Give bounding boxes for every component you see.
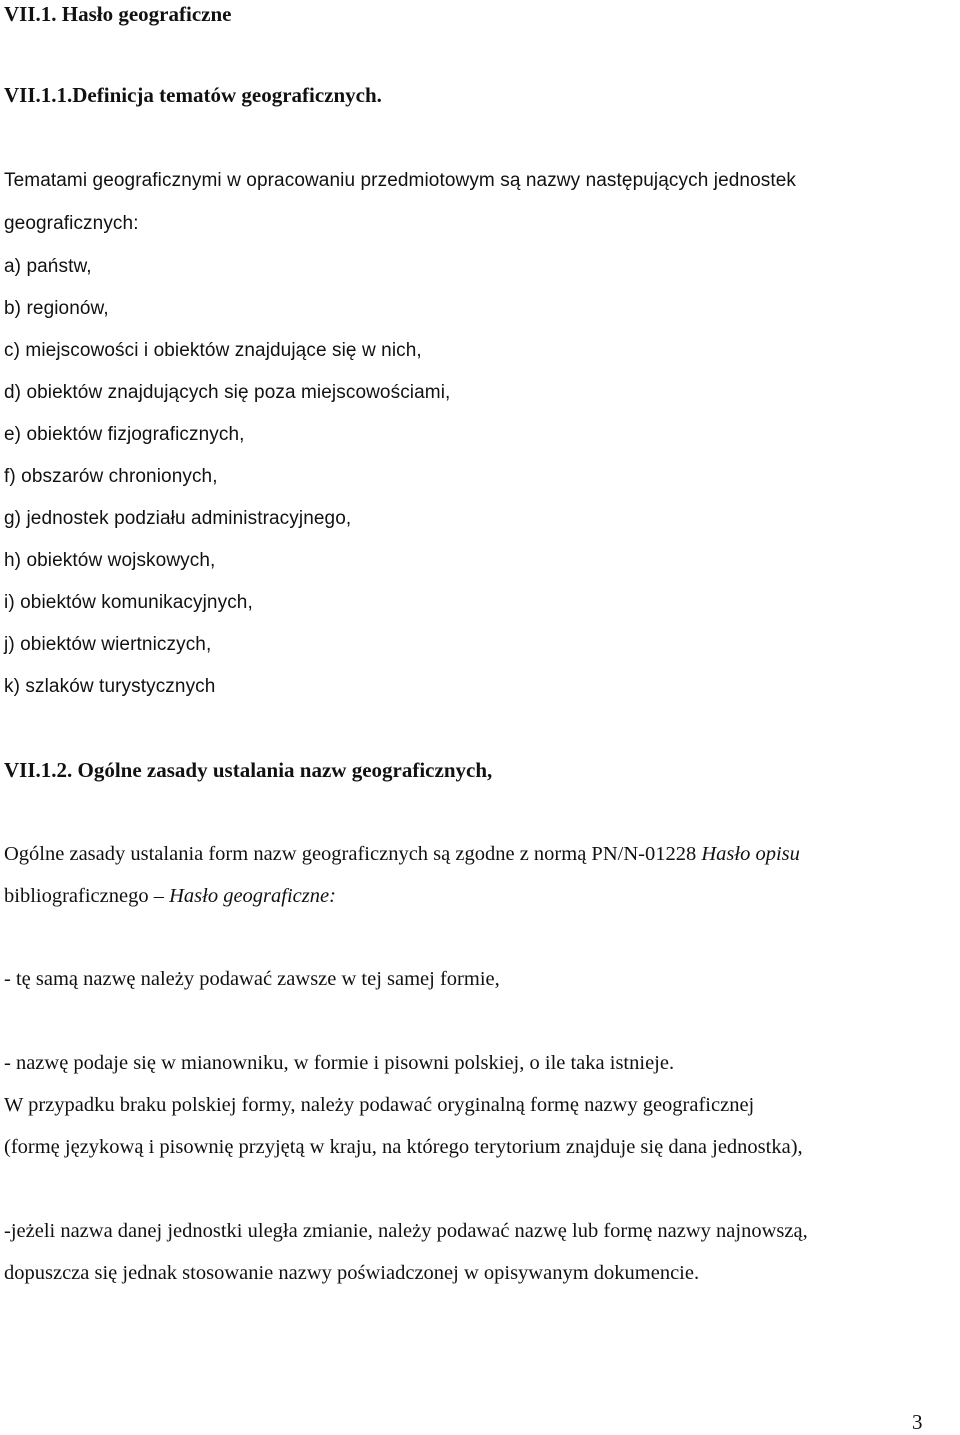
intro-line-1: Tematami geograficznymi w opracowaniu przedmiotowym są nazwy następujących jednostek	[4, 170, 796, 191]
page-number: 3	[912, 1410, 923, 1434]
intro-line-2: geograficznych:	[4, 213, 139, 234]
rules-line-1-italic: Hasło opisu	[701, 843, 800, 865]
rules-line-1-text: Ogólne zasady ustalania form nazw geograficznych są zgodne z normą PN/N-01228	[4, 843, 702, 865]
list-item: c) miejscowości i obiektów znajdujące się w nich,	[4, 340, 422, 361]
rule-bullet-2: - nazwę podaje się w mianowniku, w formie i pisowni polskiej, o ile taka istnieje.	[4, 1052, 675, 1074]
rules-line-2-text: bibliograficznego –	[4, 885, 170, 907]
list-item: i) obiektów komunikacyjnych,	[4, 592, 253, 613]
list-item: f) obszarów chronionych,	[4, 466, 218, 487]
list-item: e) obiektów fizjograficznych,	[4, 424, 245, 445]
rules-line-2	[4, 885, 336, 908]
list-item: g) jednostek podziału administracyjnego,	[4, 508, 352, 529]
list-item: k) szlaków turystycznych	[4, 676, 216, 697]
subsection-heading-definition: VII.1.1.Definicja tematów geograficznych.	[4, 83, 382, 107]
subsection-heading-rules: VII.1.2. Ogólne zasady ustalania nazw geograficznych,	[4, 758, 493, 782]
list-item: j) obiektów wiertniczych,	[4, 634, 212, 655]
rules-line-1	[4, 843, 800, 866]
list-item: d) obiektów znajdujących się poza miejscowościami,	[4, 382, 451, 403]
rule-bullet-1: - tę samą nazwę należy podawać zawsze w tej samej formie,	[4, 968, 500, 990]
rules-line-2-italic: Hasło geograficzne:	[169, 885, 336, 907]
paragraph-2-line-1: W przypadku braku polskiej formy, należy podawać oryginalną formę nazwy geograficznej	[4, 1094, 755, 1116]
list-item: a) państw,	[4, 256, 92, 277]
paragraph-3-line-1: -jeżeli nazwa danej jednostki uległa zmianie, należy podawać nazwę lub formę nazwy najnowszą,	[4, 1220, 808, 1242]
paragraph-2-line-2: (formę językową i pisownię przyjętą w kraju, na którego terytorium znajduje się dana jednostka),	[4, 1136, 803, 1158]
list-item: h) obiektów wojskowych,	[4, 550, 216, 571]
paragraph-3-line-2: dopuszcza się jednak stosowanie nazwy poświadczonej w opisywanym dokumencie.	[4, 1262, 700, 1284]
section-heading: VII.1. Hasło geograficzne	[4, 2, 232, 26]
list-item: b) regionów,	[4, 298, 109, 319]
